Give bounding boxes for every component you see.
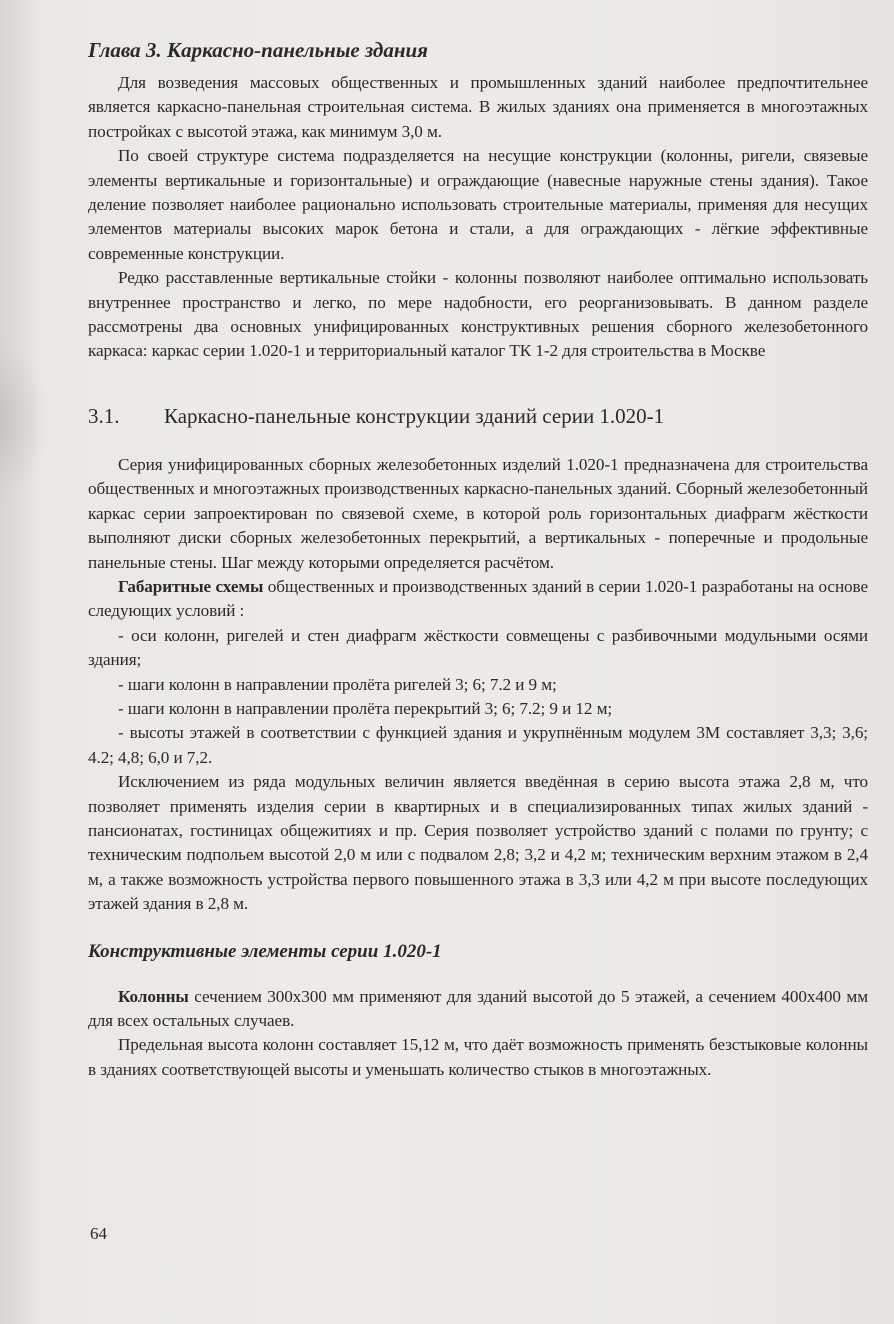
section-heading [88,404,868,429]
subheading-structural-elements: Конструктивные элементы серии 1.020-1 [88,940,442,962]
scan-edge-shadow [0,340,50,500]
page-content [88,38,868,1082]
conditions-list [88,624,868,770]
schemes-bold-lead: Габаритные схемы [118,576,264,596]
intro-paragraph-1: Для возведения массовых общественных и промышленных зданий наиболее предпочтительнее является каркасно-панельная строительная система. В жилых зданиях она применяется в многоэтажных постройках с высотой этажа, как минимум 3,0 м. [88,73,868,141]
chapter-title: Глава 3. Каркасно-панельные здания [88,38,428,62]
condition-item: - шаги колонн в направлении пролёта перекрытий 3; 6; 7.2; 9 и 12 м; [118,698,613,718]
condition-item: - высоты этажей в соответствии с функцией здания и укрупнённым модулем 3М составляет 3,3; 3,6; 4.2; 4,8; 6,0 и 7,2. [88,723,868,767]
height-paragraph: Предельная высота колонн составляет 15,12 м, что даёт возможность применять безстыковые колонны в зданиях соответствующей высоты и уменьшать количество стыков в многоэтажных. [88,1035,868,1079]
columns-bold-lead: Колонны [118,986,189,1006]
columns-paragraph [88,985,868,1034]
section-paragraph: Серия унифицированных сборных железобетонных изделий 1.020-1 предназначена для строительства общественных и многоэтажных производственных каркасно-панельных зданий. Сборный железобетонный каркас серии запроектирован по связевой схеме, в которой роль горизонтальных диафрагм жёсткости выполняют диски сборных железобетонных перекрытий, а вертикальных - поперечные и продольные панельные стены. Шаг между которыми определяется расчётом. [88,454,868,572]
page-number: 64 [90,1224,107,1243]
section-number: 3.1. [88,403,120,428]
intro-paragraph-3: Редко расставленные вертикальные стойки - колонны позволяют наиболее оптимально использовать внутреннее пространство и легко, по мере надобности, его реорганизовывать. В данном разделе рассмотрены два основных унифицированных конструктивных решения сборного железобетонного каркаса: каркас серии 1.020-1 и территориальный каталог ТК 1-2 для строительства в Москве [88,268,868,361]
condition-item: - оси колонн, ригелей и стен диафрагм жёсткости совмещены с разбивочными модульными осями здания; [88,625,868,670]
schemes-text: общественных и производственных зданий в серии 1.020-1 разработаны на основе следующих условий : [88,576,868,621]
section-title: Каркасно-панельные конструкции зданий серии 1.020-1 [164,403,665,428]
schemes-paragraph [88,575,868,624]
condition-item: - шаги колонн в направлении пролёта ригелей 3; 6; 7.2 и 9 м; [118,674,557,694]
intro-paragraph-2: По своей структуре система подразделяется на несущие конструкции (колонны, ригели, связевые элементы вертикальные и горизонтальные) и ограждающие (навесные наружные стены здания). Такое деление позволяет наиболее рационально использовать строительные материалы, применяя для несущих элементов материалы высоких марок бетона и стали, а для ограждающих - лёгкие эффективные современные конструкции. [88,146,868,263]
columns-text: сечением 300x300 мм применяют для зданий высотой до 5 этажей, а сечением 400x400 мм для всех остальных случаев. [88,986,868,1030]
exception-paragraph: Исключением из ряда модульных величин является введённая в серию высота этажа 2,8 м, что позволяет применять изделия серии в квартирных и в специализированных типах жилых зданий - пансионатах, гостиницах общежитиях и пр. Серия позволяет устройство зданий с полами по грунту; с техническим подпольем высотой 2,0 м или с подвалом 2,8; 3,2 и 4,2 м; техническим верхним этажом в 2,4 м, а также возможность устройства первого повышенного этажа в 3,3 или 4,2 м при высоте последующих этажей здания в 2,8 м. [88,772,868,914]
